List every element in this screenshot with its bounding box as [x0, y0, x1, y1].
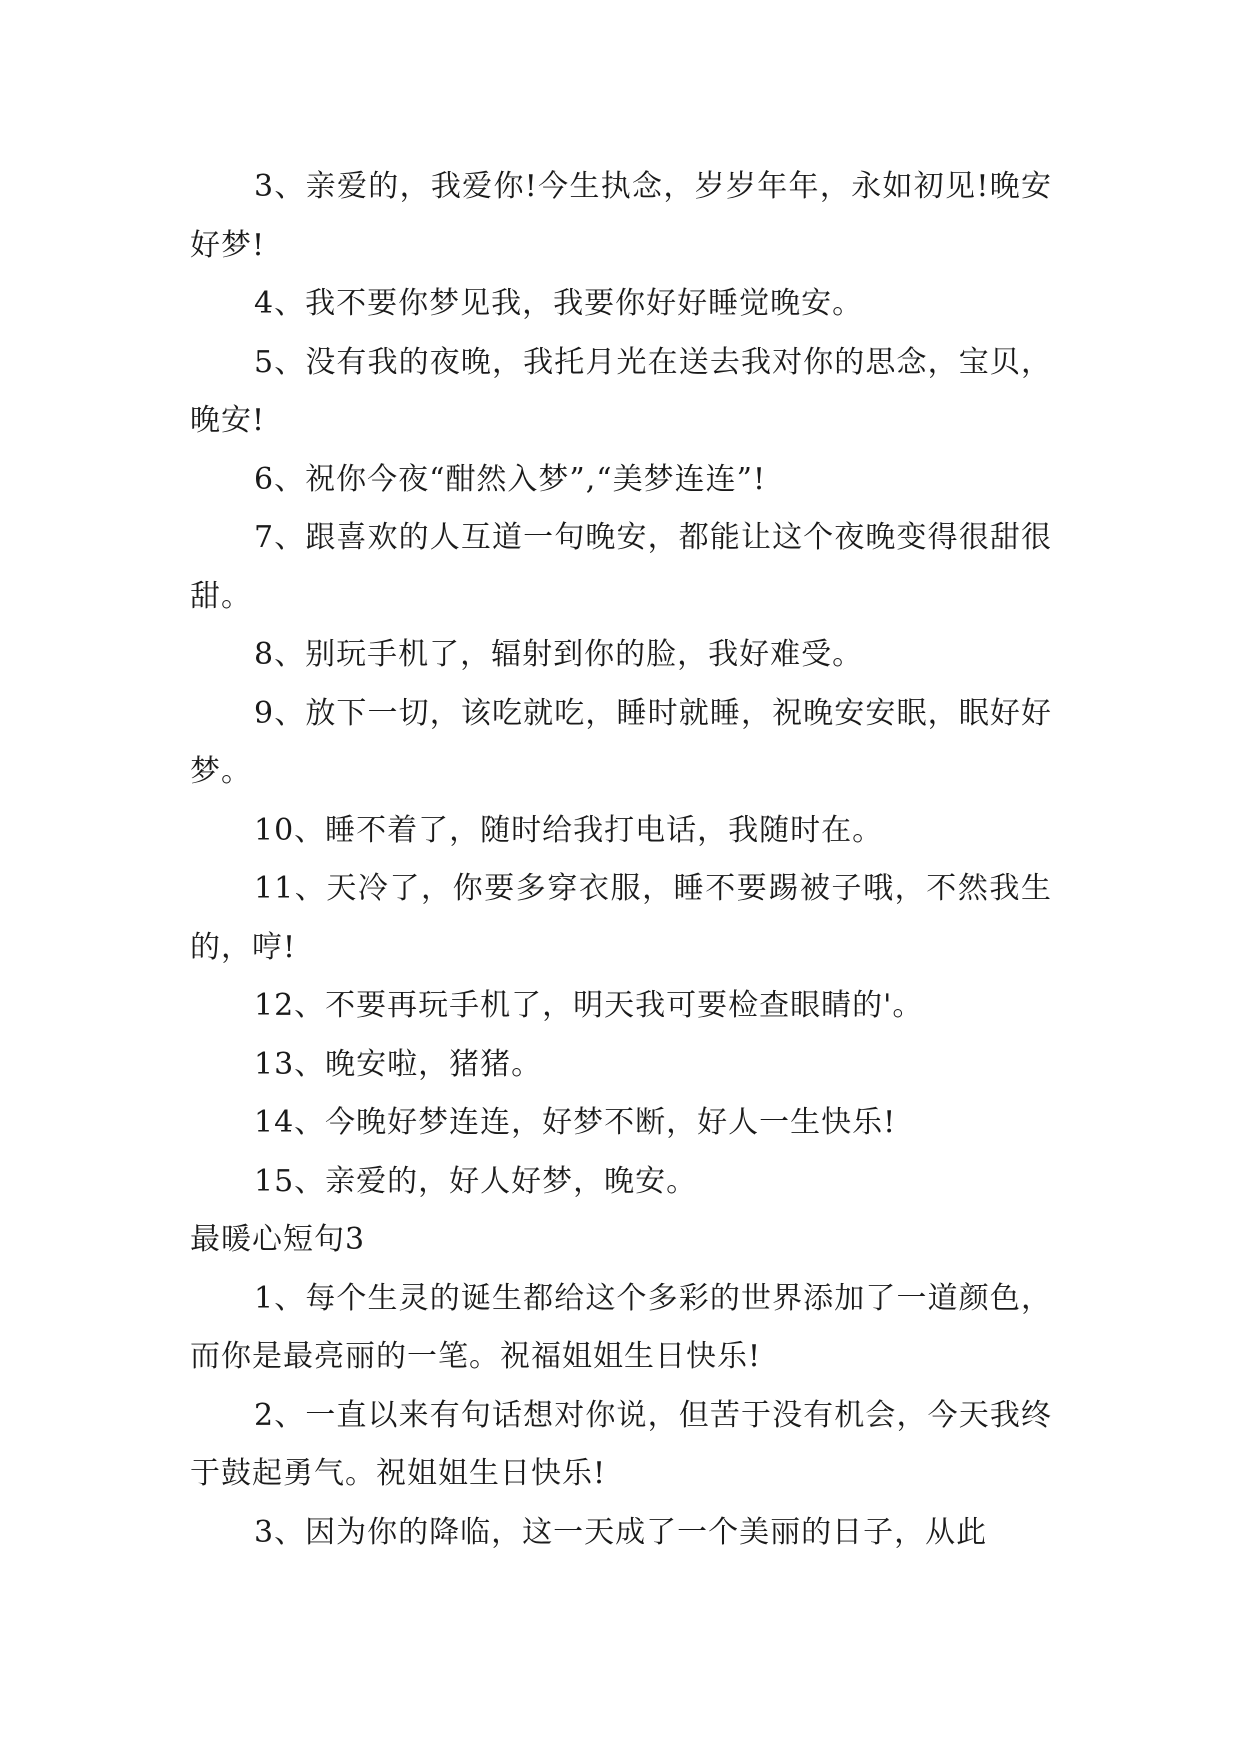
paragraph-item-12: 12、不要再玩手机了，明天我可要检查眼睛的'。	[254, 988, 924, 1023]
paragraph-item-11: 11、天冷了，你要多穿衣服，睡不要踢被子哦，不然我生的，哼!	[190, 871, 1052, 965]
paragraph-item-7: 7、跟喜欢的人互道一句晚安，都能让这个夜晚变得很甜很甜。	[190, 520, 1052, 614]
section-heading: 最暖心短句3	[190, 1222, 366, 1257]
paragraph-item-3-love: 3、亲爱的，我爱你!今生执念，岁岁年年，永如初见!晚安好梦!	[190, 169, 1052, 263]
paragraph-item-6: 6、祝你今夜“酣然入梦”,“美梦连连”!	[254, 461, 767, 497]
paragraph-item-1: 1、每个生灵的诞生都给这个多彩的世界添加了一道颜色，而你是最亮丽的一笔。祝福姐姐生日快乐!	[190, 1280, 1052, 1374]
paragraph-item-8: 8、别玩手机了，辐射到你的脸，我好难受。	[254, 637, 864, 672]
paragraph-item-13: 13、晚安啦，猪猪。	[254, 1046, 543, 1082]
paragraph-item-5: 5、没有我的夜晚，我托月光在送去我对你的思念，宝贝，晚安!	[190, 344, 1052, 438]
paragraph-item-14: 14、今晚好梦连连，好梦不断，好人一生快乐!	[254, 1105, 897, 1140]
paragraph-item-15: 15、亲爱的，好人好梦，晚安。	[254, 1163, 698, 1199]
document-body	[190, 158, 1052, 1562]
paragraph-item-9: 9、放下一切，该吃就吃，睡时就睡，祝晚安安眠，眠好好梦。	[190, 695, 1052, 789]
paragraph-item-3-birthday: 3、因为你的降临，这一天成了一个美丽的日子，从此	[254, 1514, 988, 1550]
paragraph-item-2: 2、一直以来有句话想对你说，但苦于没有机会，今天我终于鼓起勇气。祝姐姐生日快乐!	[190, 1397, 1052, 1491]
paragraph-item-4: 4、我不要你梦见我，我要你好好睡觉晚安。	[254, 286, 864, 321]
paragraph-item-10: 10、睡不着了，随时给我打电话，我随时在。	[254, 812, 884, 848]
